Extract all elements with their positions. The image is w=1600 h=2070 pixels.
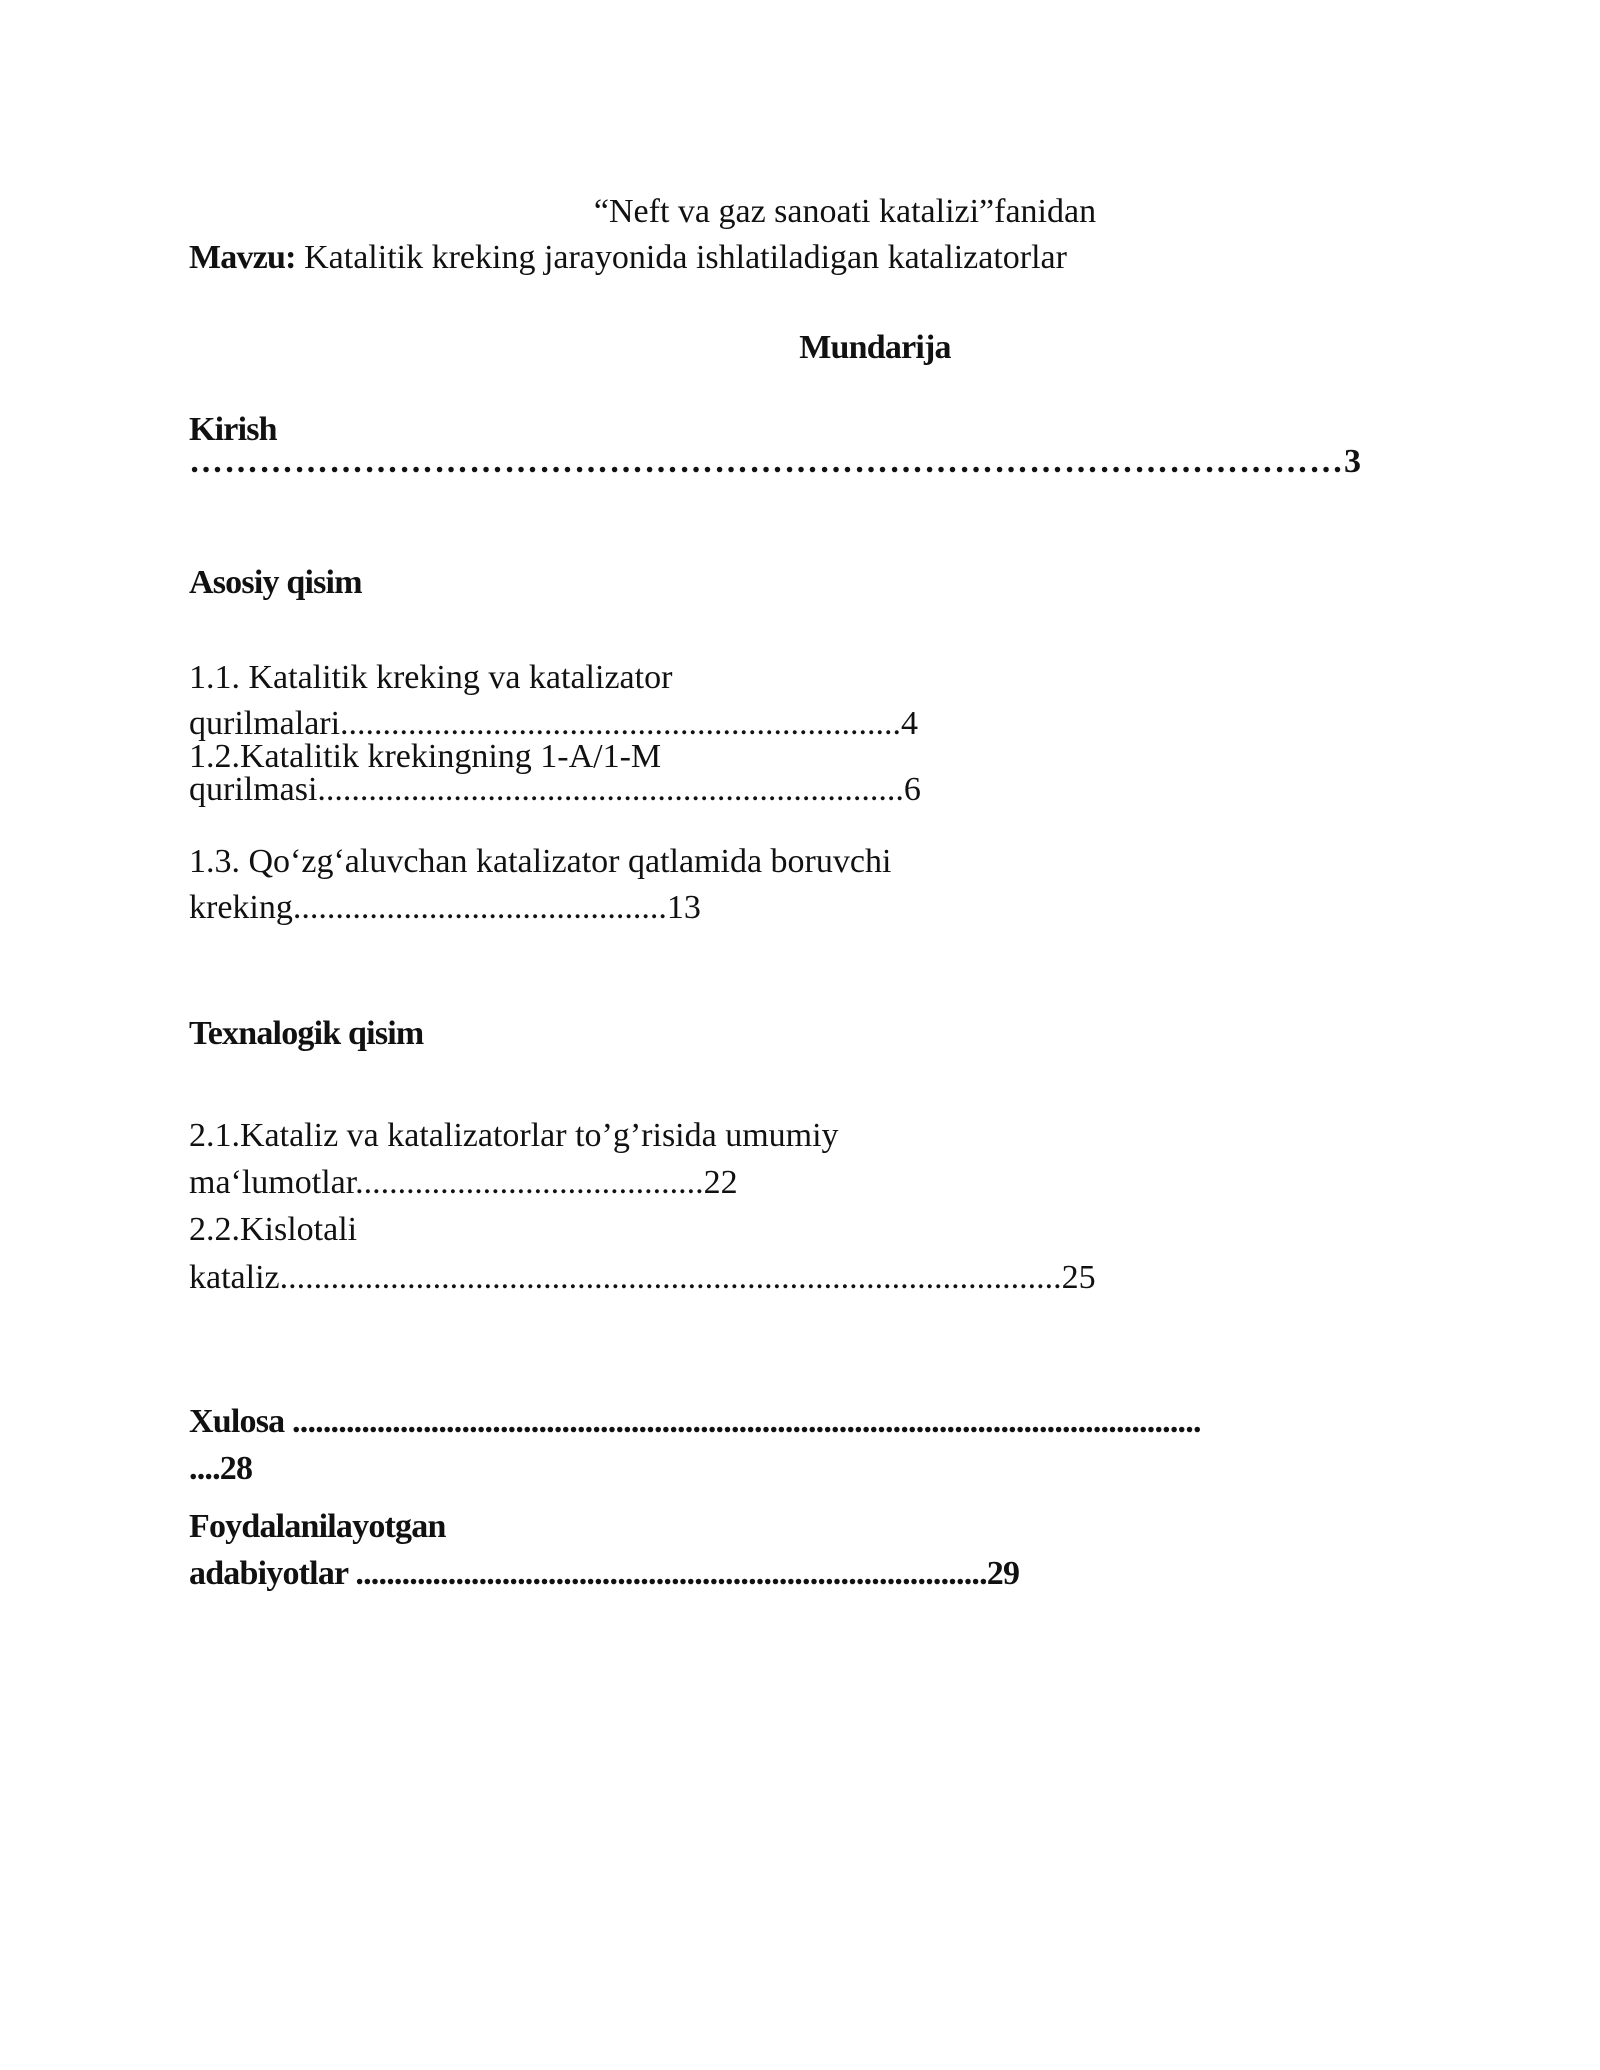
toc-asosiy-heading: Asosiy qisim — [189, 564, 362, 601]
toc-item-1-1-line2: qurilmalari..................................................................4 — [189, 705, 919, 742]
topic-label: Mavzu: — [189, 239, 296, 276]
topic-line — [189, 238, 1067, 278]
toc-item-1-3-line1: 1.3. Qo‘zg‘aluvchan katalizator qatlamida boruvchi — [189, 843, 892, 880]
toc-item-2-1-line2: ma‘lumotlar.........................................22 — [189, 1164, 738, 1201]
toc-item-1-1-line1: 1.1. Katalitik kreking va katalizator — [189, 659, 673, 696]
toc-item-1-2-line2: qurilmasi.....................................................................6 — [189, 771, 921, 808]
toc-kirish-label: Kirish — [189, 411, 277, 448]
toc-xulosa-line2: ....28 — [189, 1450, 253, 1487]
toc-item-1-3-line2: kreking............................................13 — [189, 889, 701, 926]
toc-adabiyotlar-line1: Foydalanilayotgan — [189, 1508, 446, 1545]
subject-line: “Neft va gaz sanoati katalizi”fanidan — [593, 193, 1097, 230]
toc-item-2-2-line2: kataliz............................................................................................25 — [189, 1259, 1096, 1296]
toc-xulosa-line1: Xulosa ...................................................................................................................... — [189, 1403, 1201, 1440]
toc-item-1-2-line1: 1.2.Katalitik krekingning 1-A/1-M — [189, 738, 662, 775]
toc-texnalogik-heading: Texnalogik qisim — [189, 1015, 424, 1052]
toc-kirish-leader: ………………………………………………………………………………………3 — [189, 443, 1362, 480]
toc-item-2-2-line1: 2.2.Kislotali — [189, 1211, 358, 1248]
toc-title: Mundarija — [799, 329, 951, 366]
topic-text: Katalitik kreking jarayonida ishlatiladigan katalizatorlar — [295, 239, 1067, 276]
toc-adabiyotlar-line2: adabiyotlar ..................................................................................29 — [189, 1555, 1020, 1592]
toc-item-2-1-line1: 2.1.Kataliz va katalizatorlar to’g’risida umumiy — [189, 1117, 839, 1154]
